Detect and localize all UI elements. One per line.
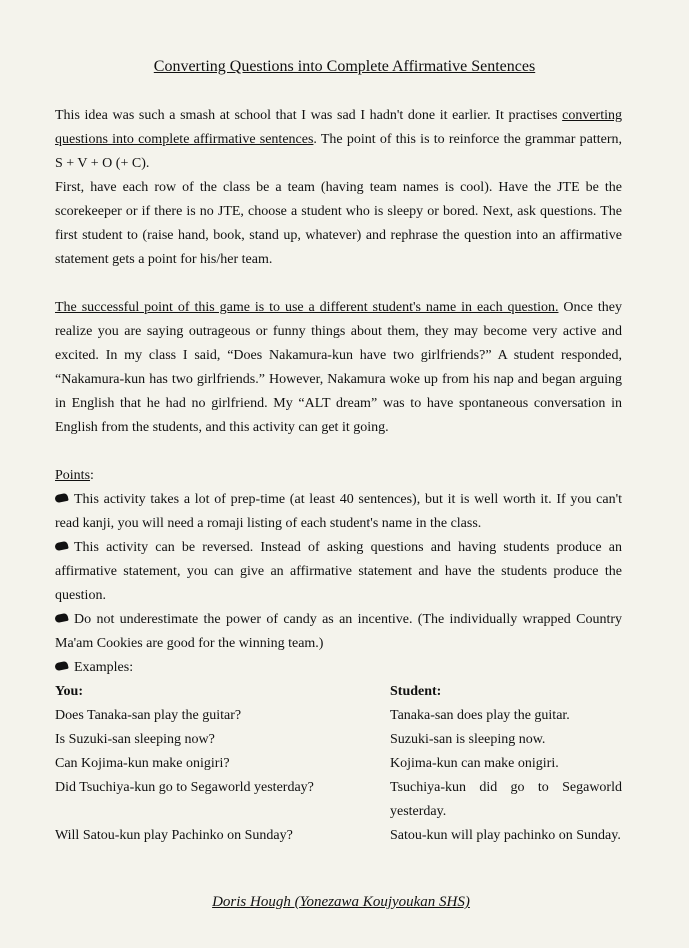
pointing-hand-icon xyxy=(54,493,68,504)
key-point-paragraph xyxy=(55,296,622,440)
intro-text: This idea was such a smash at school that I was sad I hadn't done it earlier. It practises xyxy=(55,108,563,123)
example-question: Did Tsuchiya-kun go to Segaworld yesterday? xyxy=(55,780,314,795)
point-item xyxy=(55,488,622,536)
example-question: Does Tanaka-san play the guitar? xyxy=(55,708,242,723)
example-answer: Kojima-kun can make onigiri. xyxy=(390,756,559,771)
student-column-header: Student: xyxy=(390,684,442,699)
point-item xyxy=(55,656,622,680)
point-text: This activity takes a lot of prep-time (at least 40 sentences), but it is well worth it. If you can't read kanji, you will need a romaji listing of each student's name in the class. xyxy=(55,492,622,531)
key-point-text: Once they realize you are saying outrageous or funny things about them, they may become very active and excited. In my class I said, “Does Nakamura-kun have two girlfriends?” A student responded, “Nakamura-kun has two girlfriends.” However, Nakamura woke up from his nap and began arguing in English that he had no girlfriend. My “ALT dream” was to have spontaneous conversation in English from the students, and this activity can get it going. xyxy=(55,300,622,435)
pointing-hand-icon xyxy=(54,661,68,672)
points-label: Points xyxy=(55,468,91,483)
instructions-paragraph: First, have each row of the class be a team (having team names is cool). Have the JTE be the scorekeeper or if there is no JTE, choose a student who is sleepy or bored. Next, ask questions. The first student to (raise hand, book, stand up, whatever) and rephrase the question into an affirmative statement gets a point for his/her team. xyxy=(55,180,622,267)
example-question: Will Satou-kun play Pachinko on Sunday? xyxy=(55,828,293,843)
points-colon: : xyxy=(90,468,94,483)
pointing-hand-icon xyxy=(54,541,68,552)
pointing-hand-icon xyxy=(54,613,68,624)
intro-underlined-phrase: converting questions into complete affirmative sentences xyxy=(55,108,622,147)
point-text: Do not underestimate the power of candy as an incentive. (The individually wrapped Country Ma'am Cookies are good for the winning team.) xyxy=(55,612,622,651)
point-item xyxy=(55,608,622,656)
point-text: This activity can be reversed. Instead of asking questions and having students produce an affirmative statement, you can give an affirmative statement and have the students produce the question. xyxy=(55,540,622,603)
document-title: Converting Questions into Complete Affirmative Sentences xyxy=(153,58,536,75)
author-signature: Doris Hough (Yonezawa Koujyoukan SHS) xyxy=(212,894,470,910)
examples-table xyxy=(55,680,622,848)
spacer xyxy=(55,272,622,296)
example-question: Can Kojima-kun make onigiri? xyxy=(55,756,230,771)
example-answer: Tsuchiya-kun did go to Segaworld yesterday. xyxy=(390,780,622,819)
spacer xyxy=(55,440,622,464)
points-heading xyxy=(55,464,622,488)
example-question: Is Suzuki-san sleeping now? xyxy=(55,732,215,747)
point-item xyxy=(55,536,622,608)
example-answer: Suzuki-san is sleeping now. xyxy=(390,732,546,747)
intro-paragraph xyxy=(55,104,622,176)
document-body xyxy=(55,104,622,848)
key-point-underlined: The successful point of this game is to use a different student's name in each question. xyxy=(55,300,559,315)
point-text: Examples: xyxy=(74,660,134,675)
intro-text-end: . The point of this is to reinforce the grammar pattern, S + V + O (+ C). xyxy=(55,132,622,171)
example-answer: Tanaka-san does play the guitar. xyxy=(390,708,570,723)
you-column-header: You: xyxy=(55,684,84,699)
example-answer: Satou-kun will play pachinko on Sunday. xyxy=(390,828,621,843)
